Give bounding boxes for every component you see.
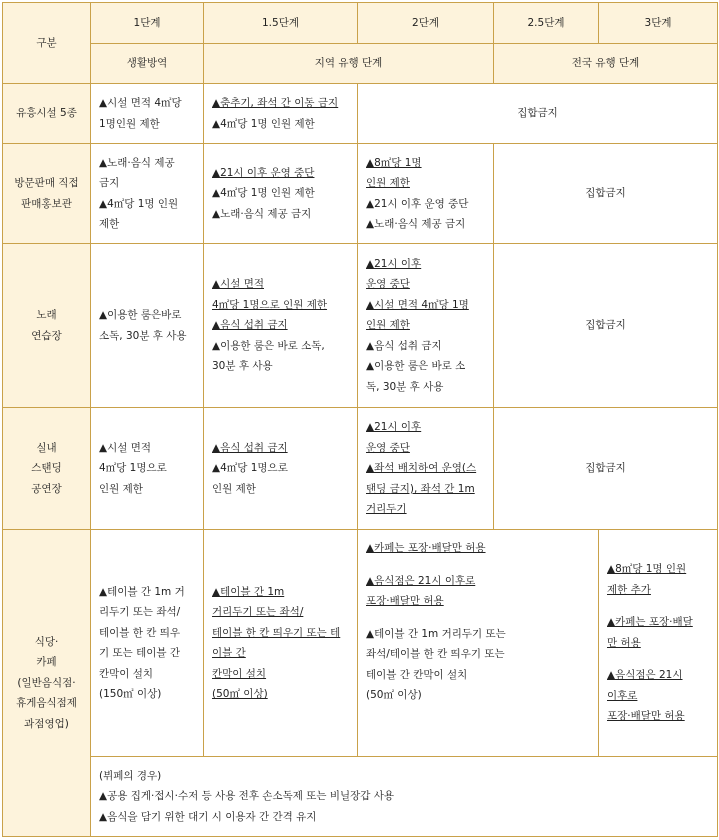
row-header-line: 과점영업) — [24, 717, 69, 730]
cell-line: ▲4㎡당 1명 인원 — [99, 197, 179, 210]
cell-line: (150㎡ 이상) — [99, 688, 162, 700]
cell-line: ▲21시 이후 운영 중단 — [212, 166, 315, 179]
cell-line: ▲음식 섭취 금지 — [212, 319, 288, 332]
cell-line: ▲노래·음식 제공 금지 — [366, 218, 466, 230]
cell-karaoke-ban: 집합금지 — [494, 244, 718, 408]
cell-line: ▲테이블 간 1m 거 — [99, 585, 185, 598]
row-header-line: 공연장 — [31, 482, 62, 495]
cell-line: 탠딩 금지), 좌석 간 1m — [366, 482, 475, 495]
cell-line: ▲노래·음식 제공 — [99, 156, 175, 169]
row-header-line: 카페 — [36, 656, 57, 669]
cell-line: ▲시설 면적 4㎡당 — [99, 97, 182, 109]
cell-line: 이블 간 — [212, 647, 246, 659]
cell-line: 이후로 — [607, 689, 638, 702]
row-header-line: 방문판매 직접 — [14, 177, 79, 189]
header-regional: 지역 유행 단계 — [204, 44, 494, 84]
cell-line: 4㎡당 1명으로 — [99, 462, 167, 475]
header-category: 구분 — [3, 3, 91, 84]
row-header-karaoke — [3, 244, 91, 408]
cell-line: 칸막이 설치 — [212, 667, 267, 680]
cell-line: ▲시설 면적 — [99, 441, 151, 454]
cell-line: 인원 제한 — [99, 482, 143, 495]
cell-line: 포장·배달만 허용 — [607, 710, 685, 723]
cell-line: ▲공용 집게·접시·수저 등 사용 전후 손소독제 또는 비닐장갑 사용 — [99, 790, 395, 803]
row-header-line: 식당· — [34, 635, 59, 648]
cell-line: 테이블 간 칸막이 설치 — [366, 668, 468, 681]
cell-line: ▲이용한 룸은바로 — [99, 309, 182, 321]
cell-standing-l1 — [91, 408, 204, 530]
row-header-line: (일반음식점· — [17, 676, 76, 689]
cell-standing-l15 — [204, 408, 358, 530]
cell-line: ▲음식점은 21시 — [607, 669, 683, 682]
cell-line: 4㎡당 1명으로 인원 제한 — [212, 298, 328, 311]
header-national: 전국 유행 단계 — [494, 44, 718, 84]
distancing-table — [2, 2, 718, 837]
cell-line: 인원 제한 — [366, 319, 410, 332]
cell-line: ▲이용한 룸은 바로 소 — [366, 360, 466, 373]
cell-restaurant-l15 — [204, 530, 358, 757]
cell-line: ▲4㎡당 1명 인원 제한 — [212, 117, 315, 130]
cell-karaoke-l15 — [204, 244, 358, 408]
cell-line: ▲음식을 담기 위한 대기 시 이용자 간 간격 유지 — [99, 810, 317, 823]
row-header-restaurant — [3, 530, 91, 837]
cell-line: ▲카페는 포장·배달만 허용 — [366, 542, 486, 554]
cell-line: 인원 제한 — [212, 482, 256, 495]
cell-line: ▲테이블 간 1m 거리두기 또는 — [366, 627, 506, 640]
cell-line: (50㎡ 이상) — [366, 689, 422, 701]
cell-line: (뷔페의 경우) — [99, 769, 162, 782]
row-header-line: 노래 — [36, 309, 57, 321]
cell-line: ▲8㎡당 1명 인원 — [607, 563, 687, 576]
row-header-line: 실내 — [36, 441, 57, 454]
cell-line: ▲21시 이후 — [366, 257, 422, 270]
cell-line: 소독, 30분 후 사용 — [99, 329, 187, 342]
cell-line: 리두기 또는 좌석/ — [99, 606, 181, 618]
cell-entertainment-l1 — [91, 84, 204, 144]
cell-line: 테이블 한 칸 띄우 — [99, 626, 181, 639]
cell-line: ▲이용한 룸은 바로 소독, — [212, 339, 325, 352]
cell-restaurant-l2 — [358, 530, 599, 757]
spacer — [366, 559, 590, 571]
row-header-line: 스탠딩 — [31, 462, 62, 475]
cell-door-sales-l15 — [204, 144, 358, 244]
cell-line: ▲4㎡당 1명으로 — [212, 462, 288, 475]
row-header-entertainment: 유흥시설 5종 — [3, 84, 91, 144]
row-header-line: 휴게음식점제 — [16, 697, 77, 710]
header-level-2-5: 2.5단계 — [494, 3, 599, 44]
cell-line: 포장·배달만 허용 — [366, 595, 444, 607]
cell-line: 운영 중단 — [366, 278, 410, 291]
cell-restaurant-l1 — [91, 530, 204, 757]
spacer — [607, 653, 709, 665]
cell-line: ▲8㎡당 1명 — [366, 156, 422, 169]
row-header-standing — [3, 408, 91, 530]
cell-entertainment-ban: 집합금지 — [358, 84, 718, 144]
header-level-1-sub: 생활방역 — [91, 44, 204, 84]
cell-line: ▲음식 섭취 금지 — [366, 339, 442, 352]
cell-line: 1명인원 제한 — [99, 117, 160, 130]
spacer — [366, 612, 590, 624]
cell-line: 만 허용 — [607, 636, 641, 649]
cell-door-sales-l2 — [358, 144, 494, 244]
cell-restaurant-l3 — [599, 530, 718, 757]
cell-restaurant-buffet — [91, 757, 718, 837]
cell-line: 30분 후 사용 — [212, 360, 273, 373]
header-level-1: 1단계 — [91, 3, 204, 44]
cell-line: ▲좌석 배치하여 운영(스 — [366, 462, 477, 475]
cell-line: 제한 — [99, 218, 120, 230]
cell-entertainment-l15 — [204, 84, 358, 144]
cell-line: 좌석/테이블 한 칸 띄우기 또는 — [366, 648, 505, 660]
cell-door-sales-ban: 집합금지 — [494, 144, 718, 244]
cell-karaoke-l2 — [358, 244, 494, 408]
row-header-line: 연습장 — [31, 329, 62, 342]
cell-line: 거리두기 — [366, 503, 407, 516]
cell-standing-ban: 집합금지 — [494, 408, 718, 530]
row-header-line: 판매홍보관 — [21, 197, 72, 210]
cell-line: ▲노래·음식 제공 금지 — [212, 207, 312, 220]
cell-karaoke-l1 — [91, 244, 204, 408]
cell-standing-l2 — [358, 408, 494, 530]
cell-line: 칸막이 설치 — [99, 667, 154, 680]
header-level-3: 3단계 — [599, 3, 718, 44]
cell-door-sales-l1 — [91, 144, 204, 244]
header-level-2: 2단계 — [358, 3, 494, 44]
cell-line: ▲테이블 간 1m — [212, 585, 285, 598]
cell-line: 테이블 한 칸 띄우기 또는 테 — [212, 626, 341, 639]
cell-line: ▲춤추기, 좌석 간 이동 금지 — [212, 97, 339, 109]
cell-line: ▲4㎡당 1명 인원 제한 — [212, 187, 315, 200]
cell-line: ▲21시 이후 — [366, 421, 422, 434]
cell-line: ▲시설 면적 4㎡당 1명 — [366, 298, 469, 311]
cell-line: 거리두기 또는 좌석/ — [212, 606, 304, 618]
row-header-door-sales — [3, 144, 91, 244]
cell-line: (50㎡ 이상) — [212, 688, 268, 700]
cell-line: 인원 제한 — [366, 177, 410, 189]
spacer — [607, 600, 709, 612]
cell-line: 독, 30분 후 사용 — [366, 380, 444, 393]
header-level-1-5: 1.5단계 — [204, 3, 358, 44]
cell-line: 제한 추가 — [607, 583, 651, 596]
cell-line: 기 또는 테이블 간 — [99, 647, 181, 659]
cell-line: 금지 — [99, 177, 120, 189]
cell-line: ▲음식점은 21시 이후로 — [366, 574, 476, 587]
cell-line: ▲21시 이후 운영 중단 — [366, 197, 469, 210]
cell-line: ▲카페는 포장·배달 — [607, 616, 693, 629]
cell-line: ▲시설 면적 — [212, 278, 264, 291]
cell-line: ▲음식 섭취 금지 — [212, 441, 288, 454]
cell-line: 운영 중단 — [366, 441, 410, 454]
